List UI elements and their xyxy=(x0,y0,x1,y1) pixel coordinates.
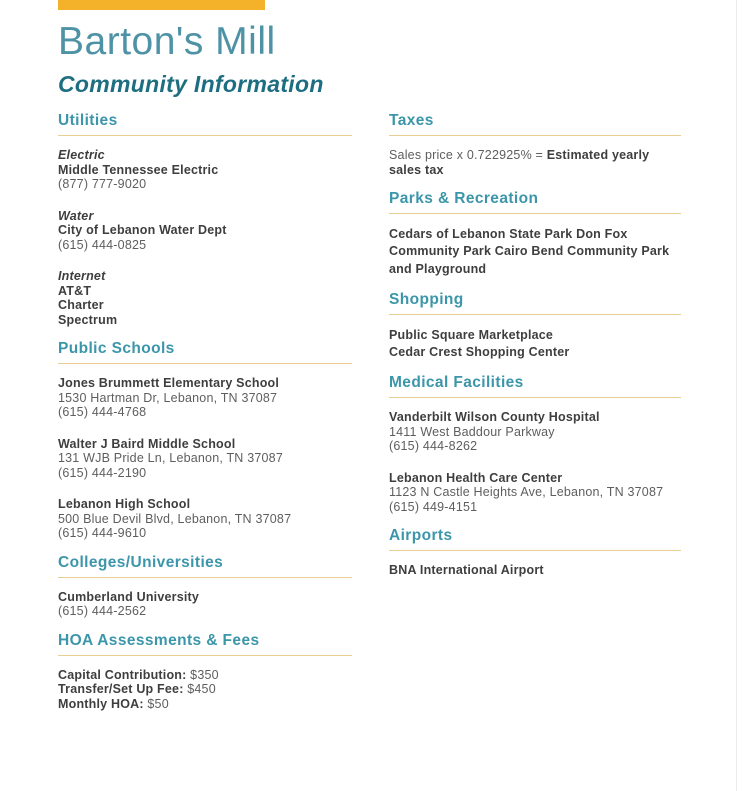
section-rule xyxy=(389,314,681,315)
text-segment: Spectrum xyxy=(58,312,118,327)
text-segment: 131 WJB Pride Ln, Lebanon, TN 37087 xyxy=(58,451,283,465)
text-block xyxy=(389,410,681,454)
text-segment: $350 xyxy=(186,667,219,682)
section-utilities xyxy=(58,112,352,327)
text-block xyxy=(389,226,681,278)
text-segment: Charter xyxy=(58,298,104,312)
text-segment: Cedar Crest Shopping Center xyxy=(389,345,570,359)
text-segment: and Playground xyxy=(389,261,487,276)
text-line xyxy=(58,697,352,712)
text-line xyxy=(58,526,352,541)
text-line xyxy=(58,451,352,466)
text-line xyxy=(389,243,681,260)
text-line xyxy=(389,148,681,177)
text-segment: (615) 444-2562 xyxy=(58,604,147,618)
section-rule xyxy=(389,135,681,136)
text-segment: BNA International Airport xyxy=(389,563,544,578)
text-block xyxy=(58,437,352,481)
section-public-schools xyxy=(58,340,352,541)
text-segment: Transfer/Set Up Fee: xyxy=(58,682,184,696)
section-heading-parks-recreation: Parks & Recreation xyxy=(389,190,539,207)
section-heading-airports: Airports xyxy=(389,527,453,545)
text-line xyxy=(58,512,352,527)
text-line xyxy=(58,497,352,512)
section-rule xyxy=(389,550,681,551)
text-line xyxy=(389,425,681,440)
page-right-edge xyxy=(736,0,737,791)
text-segment: (615) 444-2190 xyxy=(58,465,147,480)
text-segment: City of Lebanon Water Dept xyxy=(58,223,227,237)
text-segment: 1123 N Castle Heights Ave, Lebanon, TN 37087 xyxy=(389,485,664,500)
text-segment: Jones Brummett Elementary School xyxy=(58,376,280,390)
text-segment: Capital Contribution: xyxy=(58,667,187,682)
text-line xyxy=(389,344,681,361)
text-line xyxy=(58,466,352,481)
left-column xyxy=(58,112,352,711)
text-block xyxy=(58,209,352,253)
section-rule xyxy=(58,363,352,364)
text-block xyxy=(389,563,681,578)
text-segment: (615) 444-4768 xyxy=(58,405,147,419)
section-rule xyxy=(58,577,352,578)
text-block xyxy=(58,376,352,420)
text-segment: Middle Tennessee Electric xyxy=(58,162,219,177)
page-title: Barton's Mill xyxy=(58,20,276,63)
section-heading-hoa-assessments-fees: HOA Assessments & Fees xyxy=(58,631,260,649)
text-block xyxy=(389,327,681,362)
text-line xyxy=(58,163,352,178)
text-line xyxy=(389,410,681,425)
text-line xyxy=(58,376,352,391)
text-segment: Cedars of Lebanon State Park Don Fox xyxy=(389,227,628,241)
right-column xyxy=(389,112,681,711)
section-shopping xyxy=(389,291,681,362)
accent-bar xyxy=(58,0,265,10)
section-rule xyxy=(389,397,681,398)
text-segment: (615) 449-4151 xyxy=(389,499,478,514)
section-rule xyxy=(58,135,352,136)
text-block xyxy=(389,148,681,177)
text-segment: Lebanon Health Care Center xyxy=(389,470,563,485)
text-block xyxy=(58,668,352,712)
page-subtitle: Community Information xyxy=(58,71,324,97)
text-segment: Vanderbilt Wilson County Hospital xyxy=(389,410,600,425)
text-line xyxy=(389,471,681,486)
section-heading-shopping: Shopping xyxy=(389,290,464,308)
text-line xyxy=(58,405,352,420)
section-rule xyxy=(58,655,352,656)
text-line xyxy=(389,439,681,454)
text-line xyxy=(389,226,681,243)
text-segment: Monthly HOA: xyxy=(58,696,144,711)
text-line xyxy=(58,313,352,328)
section-airports xyxy=(389,527,681,578)
text-line xyxy=(58,682,352,697)
text-line xyxy=(58,148,352,163)
section-heading-taxes: Taxes xyxy=(389,112,434,129)
text-segment: $50 xyxy=(143,696,169,711)
text-block xyxy=(58,269,352,327)
text-line xyxy=(58,391,352,406)
section-taxes xyxy=(389,112,681,177)
text-segment: Walter J Baird Middle School xyxy=(58,436,236,451)
section-heading-colleges-universities: Colleges/Universities xyxy=(58,553,224,571)
text-segment: (877) 777-9020 xyxy=(58,177,147,191)
text-segment: $450 xyxy=(183,682,216,696)
text-segment: Estimated yearly sales tax xyxy=(389,148,650,177)
text-segment: 1411 West Baddour Parkway xyxy=(389,424,555,439)
text-segment: 500 Blue Devil Blvd, Lebanon, TN 37087 xyxy=(58,511,292,526)
text-segment: 1530 Hartman Dr, Lebanon, TN 37087 xyxy=(58,390,278,405)
section-medical-facilities xyxy=(389,374,681,514)
text-segment: Sales price x 0.722925% = xyxy=(389,148,547,162)
text-line xyxy=(58,284,352,299)
text-line xyxy=(58,269,352,284)
text-line xyxy=(58,604,352,619)
text-line xyxy=(58,238,352,253)
text-segment: (615) 444-8262 xyxy=(389,439,478,454)
text-segment: Internet xyxy=(58,269,106,283)
text-line xyxy=(58,223,352,238)
text-line xyxy=(58,590,352,605)
text-segment: (615) 444-0825 xyxy=(58,237,147,252)
text-segment: (615) 444-9610 xyxy=(58,526,147,540)
text-segment: Electric xyxy=(58,148,105,162)
text-segment: Public Square Marketplace xyxy=(389,327,554,342)
two-column-layout xyxy=(58,112,744,711)
section-parks-recreation xyxy=(389,190,681,278)
text-line xyxy=(58,209,352,224)
text-line xyxy=(58,177,352,192)
section-rule xyxy=(389,213,681,214)
text-line xyxy=(58,437,352,452)
text-line xyxy=(389,327,681,344)
text-segment: AT&T xyxy=(58,283,92,298)
text-block xyxy=(58,497,352,541)
section-heading-utilities: Utilities xyxy=(58,112,118,129)
text-line xyxy=(58,298,352,313)
text-segment: Water xyxy=(58,208,94,223)
text-line xyxy=(389,563,681,578)
text-line xyxy=(389,261,681,278)
text-block xyxy=(58,590,352,619)
section-colleges-universities xyxy=(58,554,352,619)
text-line xyxy=(389,485,681,500)
section-heading-medical-facilities: Medical Facilities xyxy=(389,374,524,392)
text-segment: Community Park Cairo Bend Community Park xyxy=(389,244,670,259)
text-line xyxy=(389,500,681,515)
text-segment: Lebanon High School xyxy=(58,497,191,511)
text-block xyxy=(58,148,352,192)
section-heading-public-schools: Public Schools xyxy=(58,340,175,357)
text-line xyxy=(58,668,352,683)
section-hoa-assessments-fees xyxy=(58,632,352,712)
text-segment: Cumberland University xyxy=(58,589,200,604)
text-block xyxy=(389,471,681,515)
